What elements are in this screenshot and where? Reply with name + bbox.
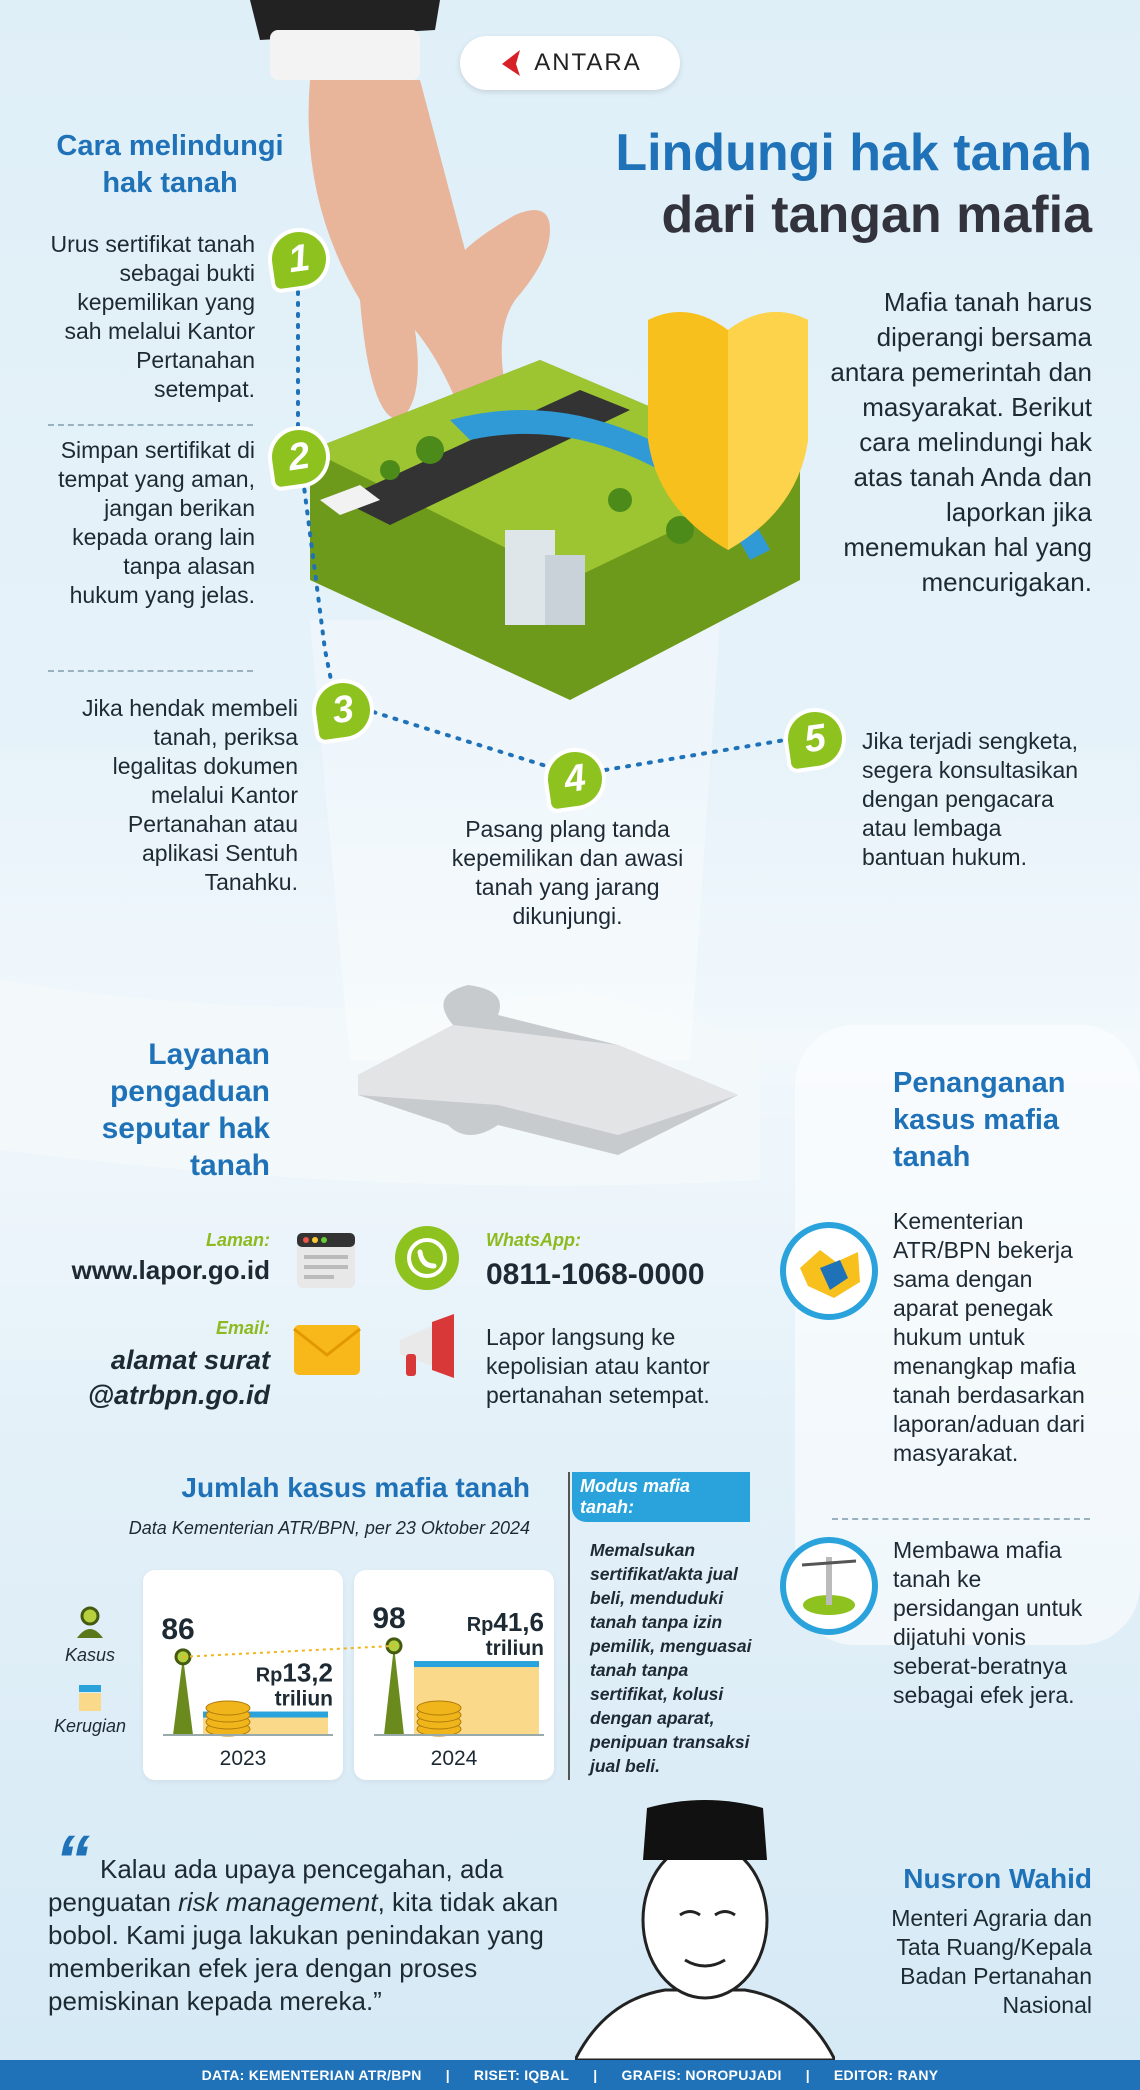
credit-separator: | (805, 2067, 810, 2083)
category-label-2023: 2023 (219, 1747, 267, 1770)
megaphone-icon (392, 1312, 468, 1384)
chart-plot (143, 1570, 555, 1780)
legend-kerugian (40, 1685, 140, 1737)
web-label: Laman: (205, 1230, 270, 1250)
web-value: www.lapor.go.id (71, 1255, 270, 1285)
kasus-trend-line (183, 1646, 394, 1657)
handling-item-1: Kementerian ATR/BPN bekerja sama dengan aparat penegak hukum untuk menangkap mafia tanah berdasarkan laporan/aduan dari masyarakat. (893, 1208, 1085, 1466)
kerugian-value-2023: Rp13,2 (255, 1657, 333, 1688)
handshake-icon (778, 1220, 880, 1322)
quote-italic: risk management (178, 1887, 378, 1917)
legend-kerugian-marker (79, 1685, 101, 1711)
credit-data: DATA: KEMENTERIAN ATR/BPN (201, 2067, 422, 2083)
steps-connector (0, 0, 1140, 800)
chart-title: Jumlah kasus mafia tanah (181, 1472, 530, 1503)
chart-subtitle: Data Kementerian ATR/BPN, per 23 Oktober 2024 (128, 1518, 530, 1538)
puzzle-piece-icon (358, 985, 738, 1165)
browser-icon (292, 1225, 362, 1295)
kasus-bar-2024 (384, 1646, 404, 1735)
whatsapp-label: WhatsApp: (486, 1230, 581, 1250)
divider (832, 1518, 1090, 1520)
coin-icon (417, 1701, 461, 1715)
email-icon (290, 1315, 366, 1383)
step-badge-3: 3 (313, 680, 374, 741)
kasus-bar-2023 (173, 1657, 193, 1735)
step-2-text: Simpan sertifikat di tempat yang aman, jangan berikan kepada orang lain tanpa alasan hukum yang jelas. (58, 437, 255, 608)
quote-text (48, 1853, 608, 2018)
kerugian-bar-top-2024 (414, 1661, 539, 1667)
title-line-1: Lindungi hak tanah (615, 124, 1092, 182)
legend-kasus-label: Kasus (64, 1645, 116, 1665)
credit-grafis: GRAFIS: NOROPUJADI (621, 2067, 782, 2083)
kerugian-unit-2023: triliun (274, 1687, 333, 1711)
handling-title: Penanganan kasus mafia tanah (893, 1067, 1066, 1173)
quote-part-2: , kita tidak akan bobol. Kami juga lakukan penindakan yang memberikan efek jera dengan proses pemiskinan kepada mereka.” (48, 1887, 559, 2016)
step-badge-2: 2 (269, 427, 330, 488)
modus-title: Modus mafia tanah: (572, 1472, 750, 1522)
step-badge-1: 1 (269, 229, 330, 290)
whatsapp-icon (392, 1222, 462, 1294)
legend-kasus (50, 1606, 130, 1666)
modus-text: Memalsukan sertifikat/akta jual beli, menduduki tanah tanpa izin pemilik, menguasai tanah tanpa sertifikat, kolusi dengan aparat, penipuan transaksi jual beli. (590, 1540, 752, 1776)
quote-part-1: Kalau ada upaya pencegahan, ada penguatan (48, 1854, 504, 1917)
step-badge-5: 5 (785, 709, 846, 770)
email-value: alamat surat @atrbpn.go.id (87, 1345, 270, 1410)
category-label-2024: 2024 (430, 1747, 478, 1770)
handling-item-2: Membawa mafia tanah ke persidangan untuk dijatuhi vonis seberat-beratnya sebagai efek jera. (893, 1537, 1083, 1708)
kasus-point-2024 (387, 1639, 401, 1653)
scales-icon (778, 1535, 880, 1637)
speaker-role: Menteri Agraria dan Tata Ruang/Kepala Badan Pertanahan Nasional (891, 1905, 1092, 2018)
coin-icon (206, 1701, 250, 1715)
legend-kasus-marker (75, 1606, 105, 1640)
kasus-point-2023 (176, 1650, 190, 1664)
steps-section-title: Cara melindungi hak tanah (56, 130, 284, 199)
whatsapp-value: 0811-1068-0000 (486, 1258, 705, 1291)
logo-text: ANTARA (534, 49, 642, 76)
credit-separator: | (593, 2067, 598, 2083)
email-label: Email: (215, 1318, 270, 1338)
credit-editor: EDITOR: RANY (833, 2067, 939, 2083)
speaker-portrait (575, 1800, 835, 2060)
step-1-text: Urus sertifikat tanah sebagai bukti kepemilikan yang sah melalui Kantor Pertanahan setempat. (50, 231, 255, 402)
title-line-2: dari tangan mafia (661, 186, 1092, 244)
credit-separator: | (445, 2067, 450, 2083)
direct-report-text: Lapor langsung ke kepolisian atau kantor pertanahan setempat. (486, 1324, 710, 1408)
legend-kerugian-label: Kerugian (53, 1716, 127, 1736)
speaker-name: Nusron Wahid (903, 1863, 1092, 1894)
kerugian-unit-2024: triliun (485, 1637, 544, 1661)
step-3-text: Jika hendak membeli tanah, periksa legalitas dokumen melalui Kantor Pertanahan atau aplikasi Sentuh Tanahku. (81, 695, 298, 895)
modus-divider (568, 1472, 570, 1780)
step-badge-4: 4 (545, 749, 606, 810)
step-5-text: Jika terjadi sengketa, segera konsultasikan dengan pengacara atau lembaga bantuan hukum. (862, 728, 1079, 870)
complaints-title: Layanan pengaduan seputar hak tanah (101, 1038, 270, 1182)
step-4-text: Pasang plang tanda kepemilikan dan awasi tanah yang jarang dikunjungi. (451, 816, 684, 929)
kerugian-value-2024: Rp41,6 (466, 1607, 544, 1638)
kasus-value-2023: 86 (161, 1612, 195, 1646)
credits-footer (0, 2060, 1140, 2090)
intro-text: Mafia tanah harus diperangi bersama antara pemerintah dan masyarakat. Berikut cara melindungi hak atas tanah Anda dan laporkan jika menemukan hal yang mencurigakan. (830, 287, 1092, 597)
credit-riset: RISET: IQBAL (473, 2067, 570, 2083)
quote-mark-icon: “ (55, 1821, 90, 1899)
kasus-value-2024: 98 (372, 1601, 406, 1635)
